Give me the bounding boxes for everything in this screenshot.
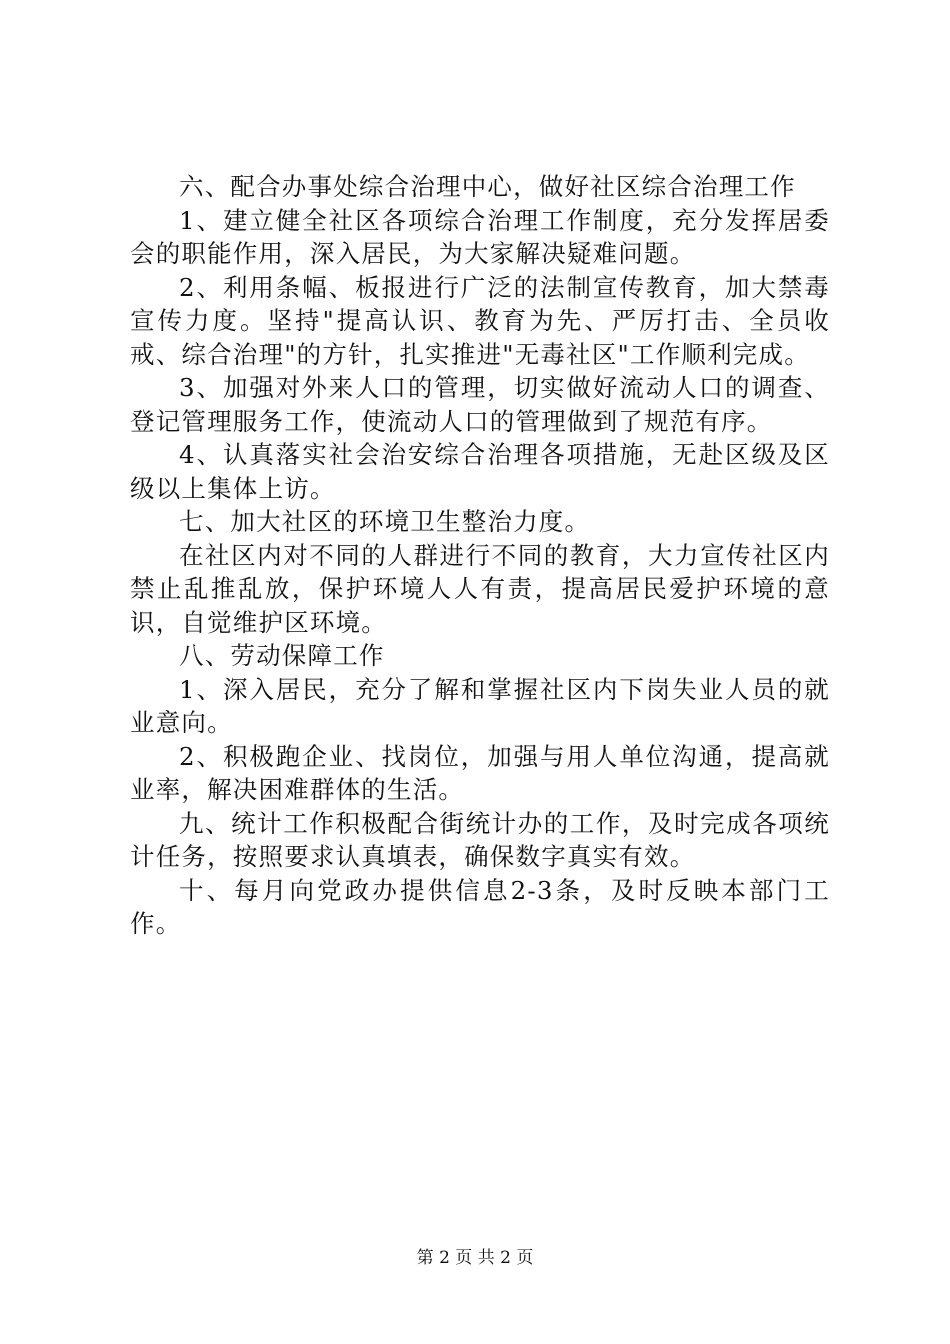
- paragraph-six-item-4: 4、认真落实社会治安综合治理各项措施，无赴区级及区级以上集体上访。: [130, 440, 830, 503]
- paragraph-seven-body: 在社区内对不同的人群进行不同的教育，大力宣传社区内禁止乱推乱放，保护环境人人有责，提高居民爱护环境的意识，自觉维护区环境。: [130, 540, 830, 637]
- paragraph-six-item-1: 1、建立健全社区各项综合治理工作制度，充分发挥居委会的职能作用，深入居民，为大家解决疑难问题。: [130, 205, 830, 268]
- document-body: [130, 170, 830, 941]
- paragraph-six-item-3: 3、加强对外来人口的管理，切实做好流动人口的调查、登记管理服务工作，使流动人口的管理做到了规范有序。: [130, 373, 830, 436]
- paragraph-eight-item-2: 2、积极跑企业、找岗位，加强与用人单位沟通，提高就业率，解决困难群体的生活。: [130, 741, 830, 804]
- page-footer: [0, 1243, 950, 1268]
- paragraph-eight-item-1: 1、深入居民，充分了解和掌握社区内下岗失业人员的就业意向。: [130, 674, 830, 737]
- section-seven-heading: 七、加大社区的环境卫生整治力度。: [179, 507, 591, 536]
- paragraph-six-item-2: 2、利用条幅、板报进行广泛的法制宣传教育，加大禁毒宣传力度。坚持"提高认识、教育为先、严厉打击、全员收戒、综合治理"的方针，扎实推进"无毒社区"工作顺利完成。: [130, 272, 830, 369]
- page-number-label: 第 2 页 共 2 页: [416, 1248, 534, 1268]
- section-eight-heading: 八、劳动保障工作: [179, 641, 385, 670]
- paragraph-nine: 九、统计工作积极配合街统计办的工作，及时完成各项统计任务，按照要求认真填表，确保数字真实有效。: [130, 808, 830, 871]
- paragraph-ten: 十、每月向党政办提供信息2-3条，及时反映本部门工作。: [130, 875, 830, 938]
- section-six-heading: 六、配合办事处综合治理中心，做好社区综合治理工作: [179, 172, 796, 201]
